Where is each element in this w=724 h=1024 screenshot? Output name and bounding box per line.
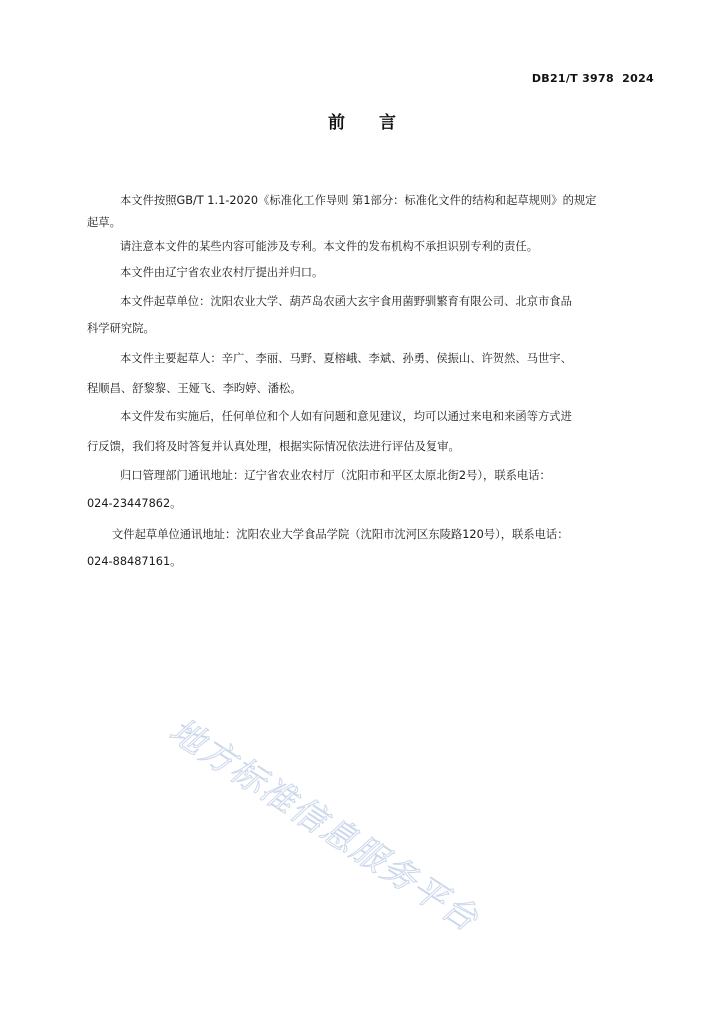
document-code: DB21/T 3978 2024 — [531, 72, 654, 85]
paragraph-drafting-units-line1: 本文件起草单位：沈阳农业大学、葫芦岛农函大玄宇食用菌野驯繁育有限公司、北京市食品 — [120, 295, 572, 308]
paragraph-proposer: 本文件由辽宁省农业农村厅提出并归口。 — [120, 266, 324, 279]
paragraph-drafting-address-line2: 024-88487161。 — [87, 555, 182, 568]
paragraph-standard-basis-line1: 本文件按照GB/T 1.1-2020《标准化工作导则 第1部分：标准化文件的结构和起草规则》的规定 — [120, 194, 597, 207]
paragraph-drafters-line2: 程顺昌、舒黎黎、王娅飞、李昀婷、潘松。 — [87, 382, 302, 395]
paragraph-admin-address-line1: 归口管理部门通讯地址：辽宁省农业农村厅（沈阳市和平区太原北街2号），联系电话： — [120, 469, 551, 482]
paragraph-admin-address-line2: 024-23447862。 — [87, 497, 182, 510]
paragraph-drafters-line1: 本文件主要起草人：辛广、李丽、马野、夏榕峨、李斌、孙勇、侯振山、许贺然、马世宇、 — [120, 352, 572, 365]
paragraph-drafting-address-line1: 文件起草单位通讯地址：沈阳农业大学食品学院（沈阳市沈河区东陵路120号），联系电话： — [112, 528, 569, 541]
paragraph-feedback-line2: 行反馈，我们将及时答复并认真处理，根据实际情况依法进行评估及复审。 — [87, 440, 460, 453]
paragraph-patent-notice: 请注意本文件的某些内容可能涉及专利。本文件的发布机构不承担识别专利的责任。 — [120, 240, 538, 253]
paragraph-drafting-units-line2: 科学研究院。 — [87, 322, 155, 335]
watermark-text: 地方标准信息服务平台 — [162, 710, 486, 941]
page-title: 前言 — [328, 113, 430, 133]
paragraph-feedback-line1: 本文件发布实施后，任何单位和个人如有问题和意见建议，均可以通过来电和来函等方式进 — [120, 410, 572, 423]
paragraph-standard-basis-line2: 起草。 — [87, 216, 121, 229]
